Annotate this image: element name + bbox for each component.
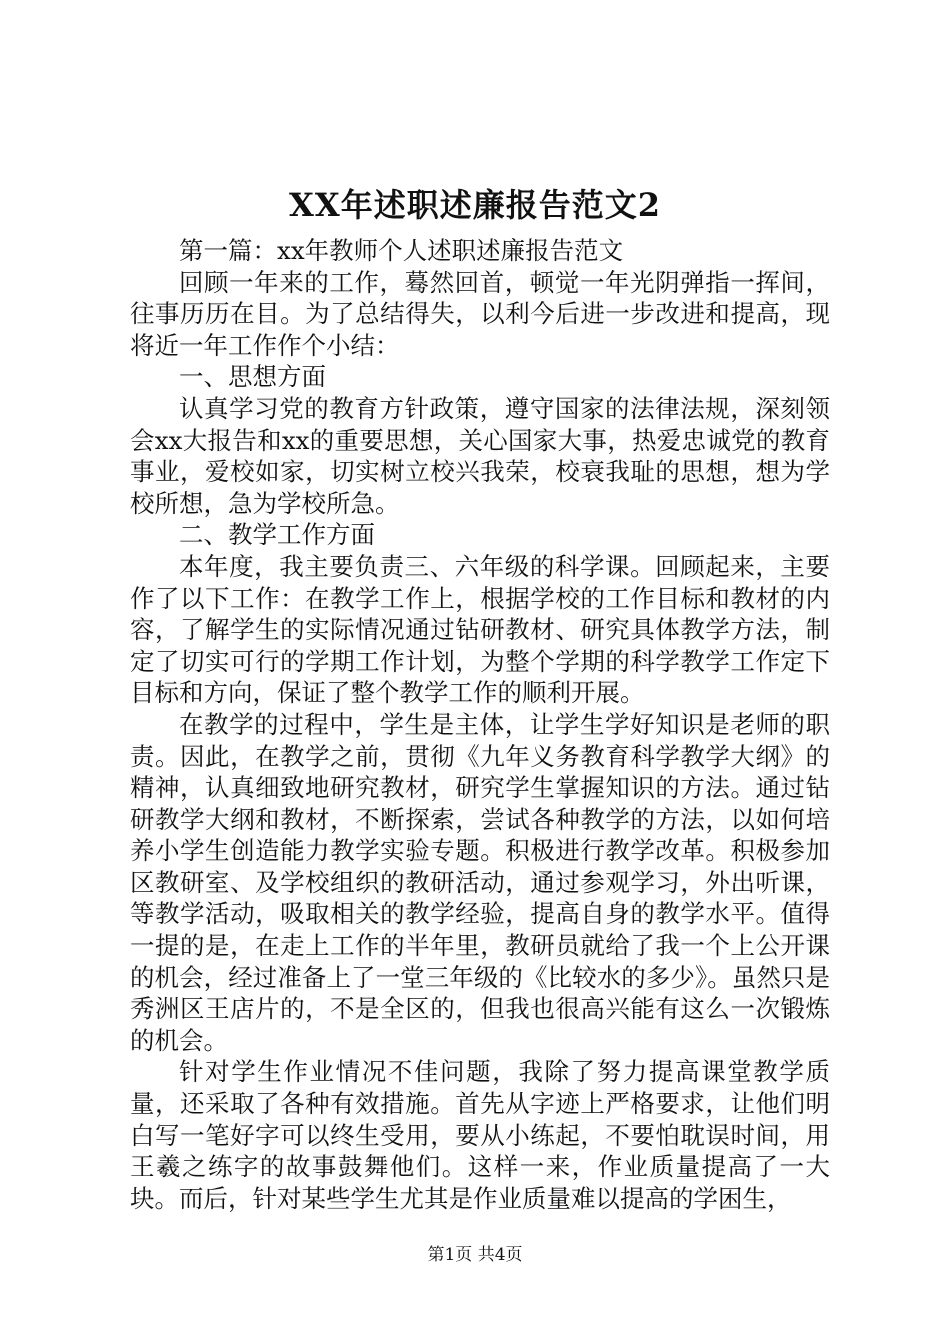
paragraph-homework: 针对学生作业情况不佳问题，我除了努力提高课堂教学质量，还采取了各种有效措施。首先从字迹上严格要求，让他们明白写一笔好字可以终生受用，要从小练起，不要怕耽误时间，用王羲之练字的故事鼓舞他们。这样一来，作业质量提高了一大块。而后，针对某些学生尤其是作业质量难以提高的学困生， xyxy=(130,1057,830,1213)
section-heading-thought: 一、思想方面 xyxy=(179,362,326,392)
document-title: XX年述职述廉报告范文2 xyxy=(289,186,661,224)
paragraph-teaching-year: 本年度，我主要负责三、六年级的科学课。回顾起来，主要作了以下工作：在教学工作上，根据学校的工作目标和教材的内容，了解学生的实际情况通过钻研教材、研究具体教学方法，制定了切实可行的学期工作计划，为整个学期的科学教学工作定下目标和方向，保证了整个教学工作的顺利开展。 xyxy=(130,551,830,708)
document-body xyxy=(130,235,830,1214)
paragraph-teaching-process: 在教学的过程中，学生是主体，让学生学好知识是老师的职责。因此，在教学之前，贯彻《九年义务教育科学教学大纲》的精神，认真细致地研究教材，研究学生掌握知识的方法。通过钻研教学大纲和教材，不断探索，尝试各种教学的方法，以如何培养小学生创造能力教学实验专题。积极进行教学改革。积极参加区教研室、及学校组织的教研活动，通过参观学习，外出听课，等教学活动，吸取相关的教学经验，提高自身的教学水平。值得一提的是，在走上工作的半年里，教研员就给了我一个上公开课的机会，经过准备上了一堂三年级的《比较水的多少》。虽然只是秀洲区王店片的，不是全区的，但我也很高兴能有这么一次锻炼的机会。 xyxy=(130,709,830,1055)
paragraph-review: 回顾一年来的工作，蓦然回首，顿觉一年光阴弹指一挥间，往事历历在目。为了总结得失，以利今后进一步改进和提高，现将近一年工作作个小结： xyxy=(130,267,830,360)
section-heading-teaching: 二、教学工作方面 xyxy=(179,520,375,550)
section-heading-first-article: 第一篇：xx年教师个人述职述廉报告范文 xyxy=(179,236,624,265)
paragraph-thought: 认真学习党的教育方针政策，遵守国家的法律法规，深刻领会xx大报告和xx的重要思想，关心国家大事，热爱忠诚党的教育事业，爱校如家，切实树立校兴我荣，校衰我耻的思想，想为学校所想，急为学校所急。 xyxy=(130,393,830,518)
page-footer: 第1页 共4页 xyxy=(427,1245,523,1265)
